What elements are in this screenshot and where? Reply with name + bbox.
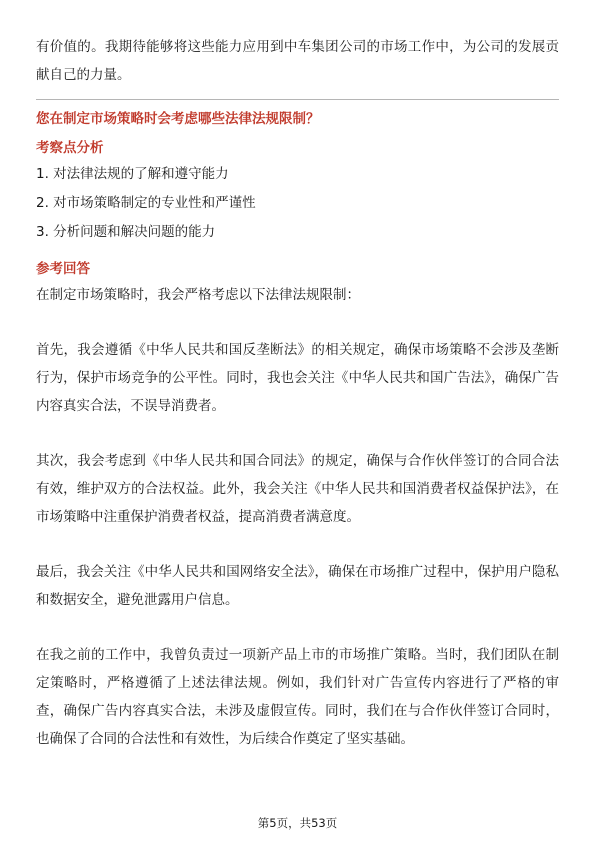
analysis-point: 2. 对市场策略制定的专业性和严谨性: [36, 195, 256, 211]
analysis-label: 考察点分析: [36, 140, 104, 156]
section-divider: [36, 99, 559, 100]
analysis-point: 3. 分析问题和解决问题的能力: [36, 224, 216, 240]
analysis-point: 1. 对法律法规的了解和遵守能力: [36, 166, 229, 182]
answer-paragraph: 首先，我会遵循《中华人民共和国反垄断法》的相关规定，确保市场策略不会涉及垄断行为，保护市场竞争的公平性。同时，我也会关注《中华人民共和国广告法》，确保广告内容真实合法，不误导消费者。: [36, 342, 559, 414]
answer-paragraph: 最后，我会关注《中华人民共和国网络安全法》，确保在市场推广过程中，保护用户隐私和数据安全，避免泄露用户信息。: [36, 564, 559, 608]
question-heading: 您在制定市场策略时会考虑哪些法律法规限制？: [36, 111, 320, 127]
intro-paragraph: 有价值的。我期待能够将这些能力应用到中车集团公司的市场工作中，为公司的发展贡献自己的力量。: [36, 39, 559, 83]
answer-paragraph: 在我之前的工作中，我曾负责过一项新产品上市的市场推广策略。当时，我们团队在制定策略时，严格遵循了上述法律法规。例如，我们针对广告宣传内容进行了严格的审查，确保广告内容真实合法，未涉及虚假宣传。同时，我们在与合作伙伴签订合同时，也确保了合同的合法性和有效性，为后续合作奠定了坚实基础。: [36, 647, 559, 747]
answer-label: 参考回答: [36, 261, 90, 277]
analysis-points: [36, 160, 256, 247]
answer-paragraph: 在制定市场策略时，我会严格考虑以下法律法规限制：: [36, 287, 360, 303]
answer-body: [36, 281, 559, 780]
page-number: 第5页，共53页: [257, 816, 338, 830]
answer-paragraph: 其次，我会考虑到《中华人民共和国合同法》的规定，确保与合作伙伴签订的合同合法有效，维护双方的合法权益。此外，我会关注《中华人民共和国消费者权益保护法》，在市场策略中注重保护消费者权益，提高消费者满意度。: [36, 453, 559, 525]
